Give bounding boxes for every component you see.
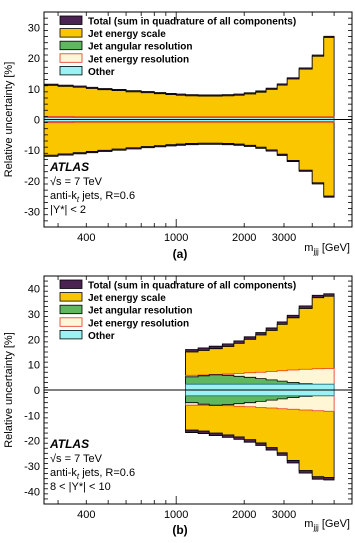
legend-swatch	[60, 305, 82, 314]
legend-label: Jet energy resolution	[88, 54, 190, 66]
energy-annotation: √s = 7 TeV	[50, 453, 103, 465]
x-tick-label: 1000	[163, 509, 189, 521]
y-tick-label: 30	[27, 309, 40, 321]
legend-swatch	[60, 318, 82, 327]
atlas-label: ATLAS	[50, 437, 90, 451]
jet-annotation-a: anti-k	[50, 190, 77, 202]
y-tick-label: 10	[27, 83, 40, 96]
jet-annotation-sub: t	[76, 472, 80, 481]
y-tick-label: -20	[24, 175, 40, 188]
x-axis-label-unit: [GeV]	[318, 242, 350, 254]
legend-label: Jet angular resolution	[88, 41, 193, 53]
jet-annotation-sub: t	[76, 195, 80, 204]
x-tick-label: 2000	[231, 509, 257, 521]
x-axis-label	[304, 242, 350, 256]
jet-annotation-b: jets, R=0.6	[79, 467, 136, 479]
legend-swatch	[60, 16, 82, 25]
x-axis-label-m: m	[304, 518, 314, 530]
legend-label: Total (sum in quadrature of all components)	[88, 16, 297, 28]
ystar-annotation: |Y*| < 2	[50, 204, 86, 216]
x-axis-label	[304, 518, 350, 532]
legend-swatch	[60, 293, 82, 302]
plot-area	[186, 294, 335, 480]
legend-swatch	[60, 54, 82, 63]
panel-label: (b)	[172, 523, 188, 537]
legend-swatch	[60, 41, 82, 50]
jet-annotation-b: jets, R=0.6	[79, 190, 136, 202]
x-axis-label-sub: jjj	[313, 247, 319, 256]
jet-annotation-a: anti-k	[50, 467, 77, 479]
y-tick-label: 30	[27, 22, 40, 35]
y-tick-label: 20	[27, 53, 40, 66]
legend-label: Jet energy scale	[88, 293, 166, 305]
y-tick-label: 10	[27, 359, 40, 372]
chart-panel-2	[3, 276, 352, 537]
y-tick-label: 40	[27, 283, 40, 296]
legend-label: Jet energy resolution	[88, 318, 190, 330]
jet-annotation	[50, 467, 135, 481]
x-axis-label-unit: [GeV]	[318, 518, 350, 530]
atlas-label: ATLAS	[50, 160, 90, 174]
y-tick-label: -20	[24, 435, 40, 448]
y-tick-label: -40	[24, 486, 40, 499]
x-tick-label: 400	[77, 509, 96, 521]
x-tick-label: 2000	[231, 232, 257, 244]
panel-label: (a)	[172, 247, 188, 261]
legend-swatch	[60, 66, 82, 75]
x-tick-label: 400	[77, 232, 96, 244]
legend-label: Total (sum in quadrature of all components)	[88, 280, 297, 292]
y-tick-label: 0	[33, 114, 40, 127]
energy-annotation: √s = 7 TeV	[50, 176, 103, 188]
y-tick-label: -30	[24, 206, 40, 219]
x-axis-label-m: m	[304, 242, 314, 254]
legend-label: Jet angular resolution	[88, 305, 193, 317]
y-axis-label: Relative uncertainty [%]	[3, 332, 15, 448]
x-tick-label: 3000	[271, 509, 297, 521]
y-tick-label: -10	[24, 145, 40, 158]
y-tick-label: -30	[24, 461, 40, 473]
y-tick-label: -10	[24, 410, 40, 423]
jet-annotation	[50, 190, 135, 204]
y-tick-label: 20	[27, 334, 40, 347]
legend-label: Other	[88, 330, 115, 342]
ystar-annotation: 8 < |Y*| < 10	[50, 481, 111, 493]
legend-label: Jet energy scale	[88, 29, 166, 41]
y-axis-label: Relative uncertainty [%]	[3, 61, 15, 178]
y-tick-label: 0	[33, 385, 40, 397]
legend-swatch	[60, 280, 82, 289]
x-tick-label: 1000	[163, 232, 189, 244]
x-axis-label-sub: jjj	[313, 523, 319, 532]
legend-label: Other	[88, 66, 115, 78]
legend-swatch	[60, 29, 82, 37]
chart-panel-1	[3, 12, 352, 261]
legend-swatch	[60, 330, 82, 339]
x-tick-label: 3000	[271, 232, 297, 244]
